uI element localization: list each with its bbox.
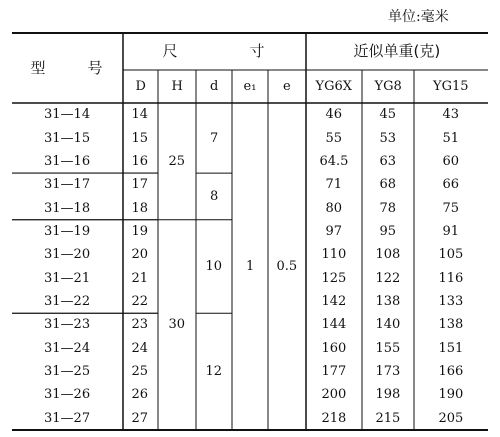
cell-YG8: 53 xyxy=(379,130,397,146)
cell-D: 14 xyxy=(131,107,149,123)
cell-D: 19 xyxy=(131,223,149,239)
cell-YG15: 133 xyxy=(438,294,464,310)
cell-model: 31—27 xyxy=(44,410,91,426)
cell-YG15: 116 xyxy=(438,270,464,286)
cell-d: 7 xyxy=(210,130,219,146)
cell-YG15: 151 xyxy=(438,340,464,356)
cell-YG15: 60 xyxy=(442,153,460,169)
header-model-char: 号 xyxy=(87,58,103,77)
cell-model: 31—19 xyxy=(44,223,91,239)
cell-YG15: 66 xyxy=(442,177,460,193)
cell-YG15: 91 xyxy=(442,223,460,239)
cell-YG15: 105 xyxy=(438,247,464,263)
cell-D: 15 xyxy=(131,130,149,146)
cell-H: 25 xyxy=(168,153,186,169)
cell-d: 10 xyxy=(205,259,223,274)
cell-YG8: 68 xyxy=(379,177,397,193)
cell-YG6X: 144 xyxy=(321,317,347,333)
cell-model: 31—24 xyxy=(44,340,91,356)
cell-D: 20 xyxy=(131,247,149,263)
subheader-4: e xyxy=(283,79,291,94)
subheader-6: YG8 xyxy=(374,79,402,94)
cell-model: 31—18 xyxy=(44,200,91,216)
cell-YG6X: 142 xyxy=(321,294,347,310)
cell-model: 31—26 xyxy=(44,387,91,403)
cell-YG15: 166 xyxy=(438,364,464,380)
subheader-1: H xyxy=(171,79,183,94)
cell-e1: 1 xyxy=(246,259,255,274)
cell-model: 31—23 xyxy=(44,317,91,333)
cell-YG6X: 218 xyxy=(321,410,347,426)
cell-D: 25 xyxy=(131,364,149,380)
header-size-char: 尺 xyxy=(162,42,178,60)
cell-YG8: 122 xyxy=(375,270,401,286)
cell-YG8: 95 xyxy=(379,223,397,239)
cell-D: 16 xyxy=(131,153,149,169)
cell-D: 24 xyxy=(131,340,149,356)
subheader-7: YG15 xyxy=(433,79,469,94)
cell-YG8: 63 xyxy=(379,153,397,169)
subheader-0: D xyxy=(135,79,146,94)
cell-e: 0.5 xyxy=(276,259,298,274)
subheader-5: YG6X xyxy=(315,79,352,94)
cell-D: 27 xyxy=(131,410,149,426)
cell-D: 22 xyxy=(131,294,149,310)
cell-H: 30 xyxy=(168,317,186,333)
cell-YG15: 51 xyxy=(442,130,460,146)
cell-model: 31—20 xyxy=(44,247,91,263)
cell-d: 12 xyxy=(205,364,223,380)
cell-D: 17 xyxy=(131,177,149,193)
cell-YG6X: 64.5 xyxy=(319,153,349,169)
cell-model: 31—21 xyxy=(44,270,91,286)
cell-YG6X: 177 xyxy=(321,364,347,380)
cell-YG8: 198 xyxy=(375,387,401,403)
cell-model: 31—25 xyxy=(44,364,91,380)
cell-YG6X: 80 xyxy=(325,200,343,216)
cell-YG8: 215 xyxy=(375,410,401,426)
cell-YG6X: 160 xyxy=(321,340,347,356)
header-weight: 近似单重(克) xyxy=(353,42,441,60)
cell-YG8: 45 xyxy=(379,107,397,123)
cell-YG8: 155 xyxy=(375,340,401,356)
cell-D: 26 xyxy=(131,387,149,403)
cell-D: 18 xyxy=(131,200,149,216)
cell-YG8: 173 xyxy=(375,364,401,380)
cell-YG6X: 97 xyxy=(325,223,343,239)
cell-YG8: 140 xyxy=(375,317,401,333)
cell-d: 8 xyxy=(210,188,219,204)
cell-YG15: 205 xyxy=(438,410,464,426)
cell-model: 31—22 xyxy=(44,294,91,310)
cell-YG15: 43 xyxy=(442,107,460,123)
cell-YG8: 108 xyxy=(375,247,401,263)
cell-model: 31—16 xyxy=(44,153,91,169)
cell-YG15: 75 xyxy=(442,200,460,216)
cell-YG15: 138 xyxy=(438,317,464,333)
cell-YG15: 190 xyxy=(438,387,464,403)
header-size-char: 寸 xyxy=(249,42,265,60)
cell-D: 21 xyxy=(131,270,149,286)
cell-YG6X: 125 xyxy=(321,270,347,286)
unit-label: 单位:毫米 xyxy=(388,9,449,25)
cell-YG6X: 200 xyxy=(321,387,347,403)
cell-model: 31—14 xyxy=(44,107,91,123)
cell-YG8: 138 xyxy=(375,294,401,310)
cell-YG6X: 110 xyxy=(321,247,347,263)
subheader-3: e₁ xyxy=(243,79,257,94)
cell-model: 31—15 xyxy=(44,130,91,146)
cell-YG6X: 46 xyxy=(325,107,343,123)
cell-YG6X: 71 xyxy=(325,177,343,193)
cell-YG8: 78 xyxy=(379,200,397,216)
subheader-2: d xyxy=(210,79,219,94)
cell-model: 31—17 xyxy=(44,177,91,193)
cell-YG6X: 55 xyxy=(325,130,343,146)
header-model-char: 型 xyxy=(30,58,46,77)
cell-D: 23 xyxy=(131,317,149,333)
